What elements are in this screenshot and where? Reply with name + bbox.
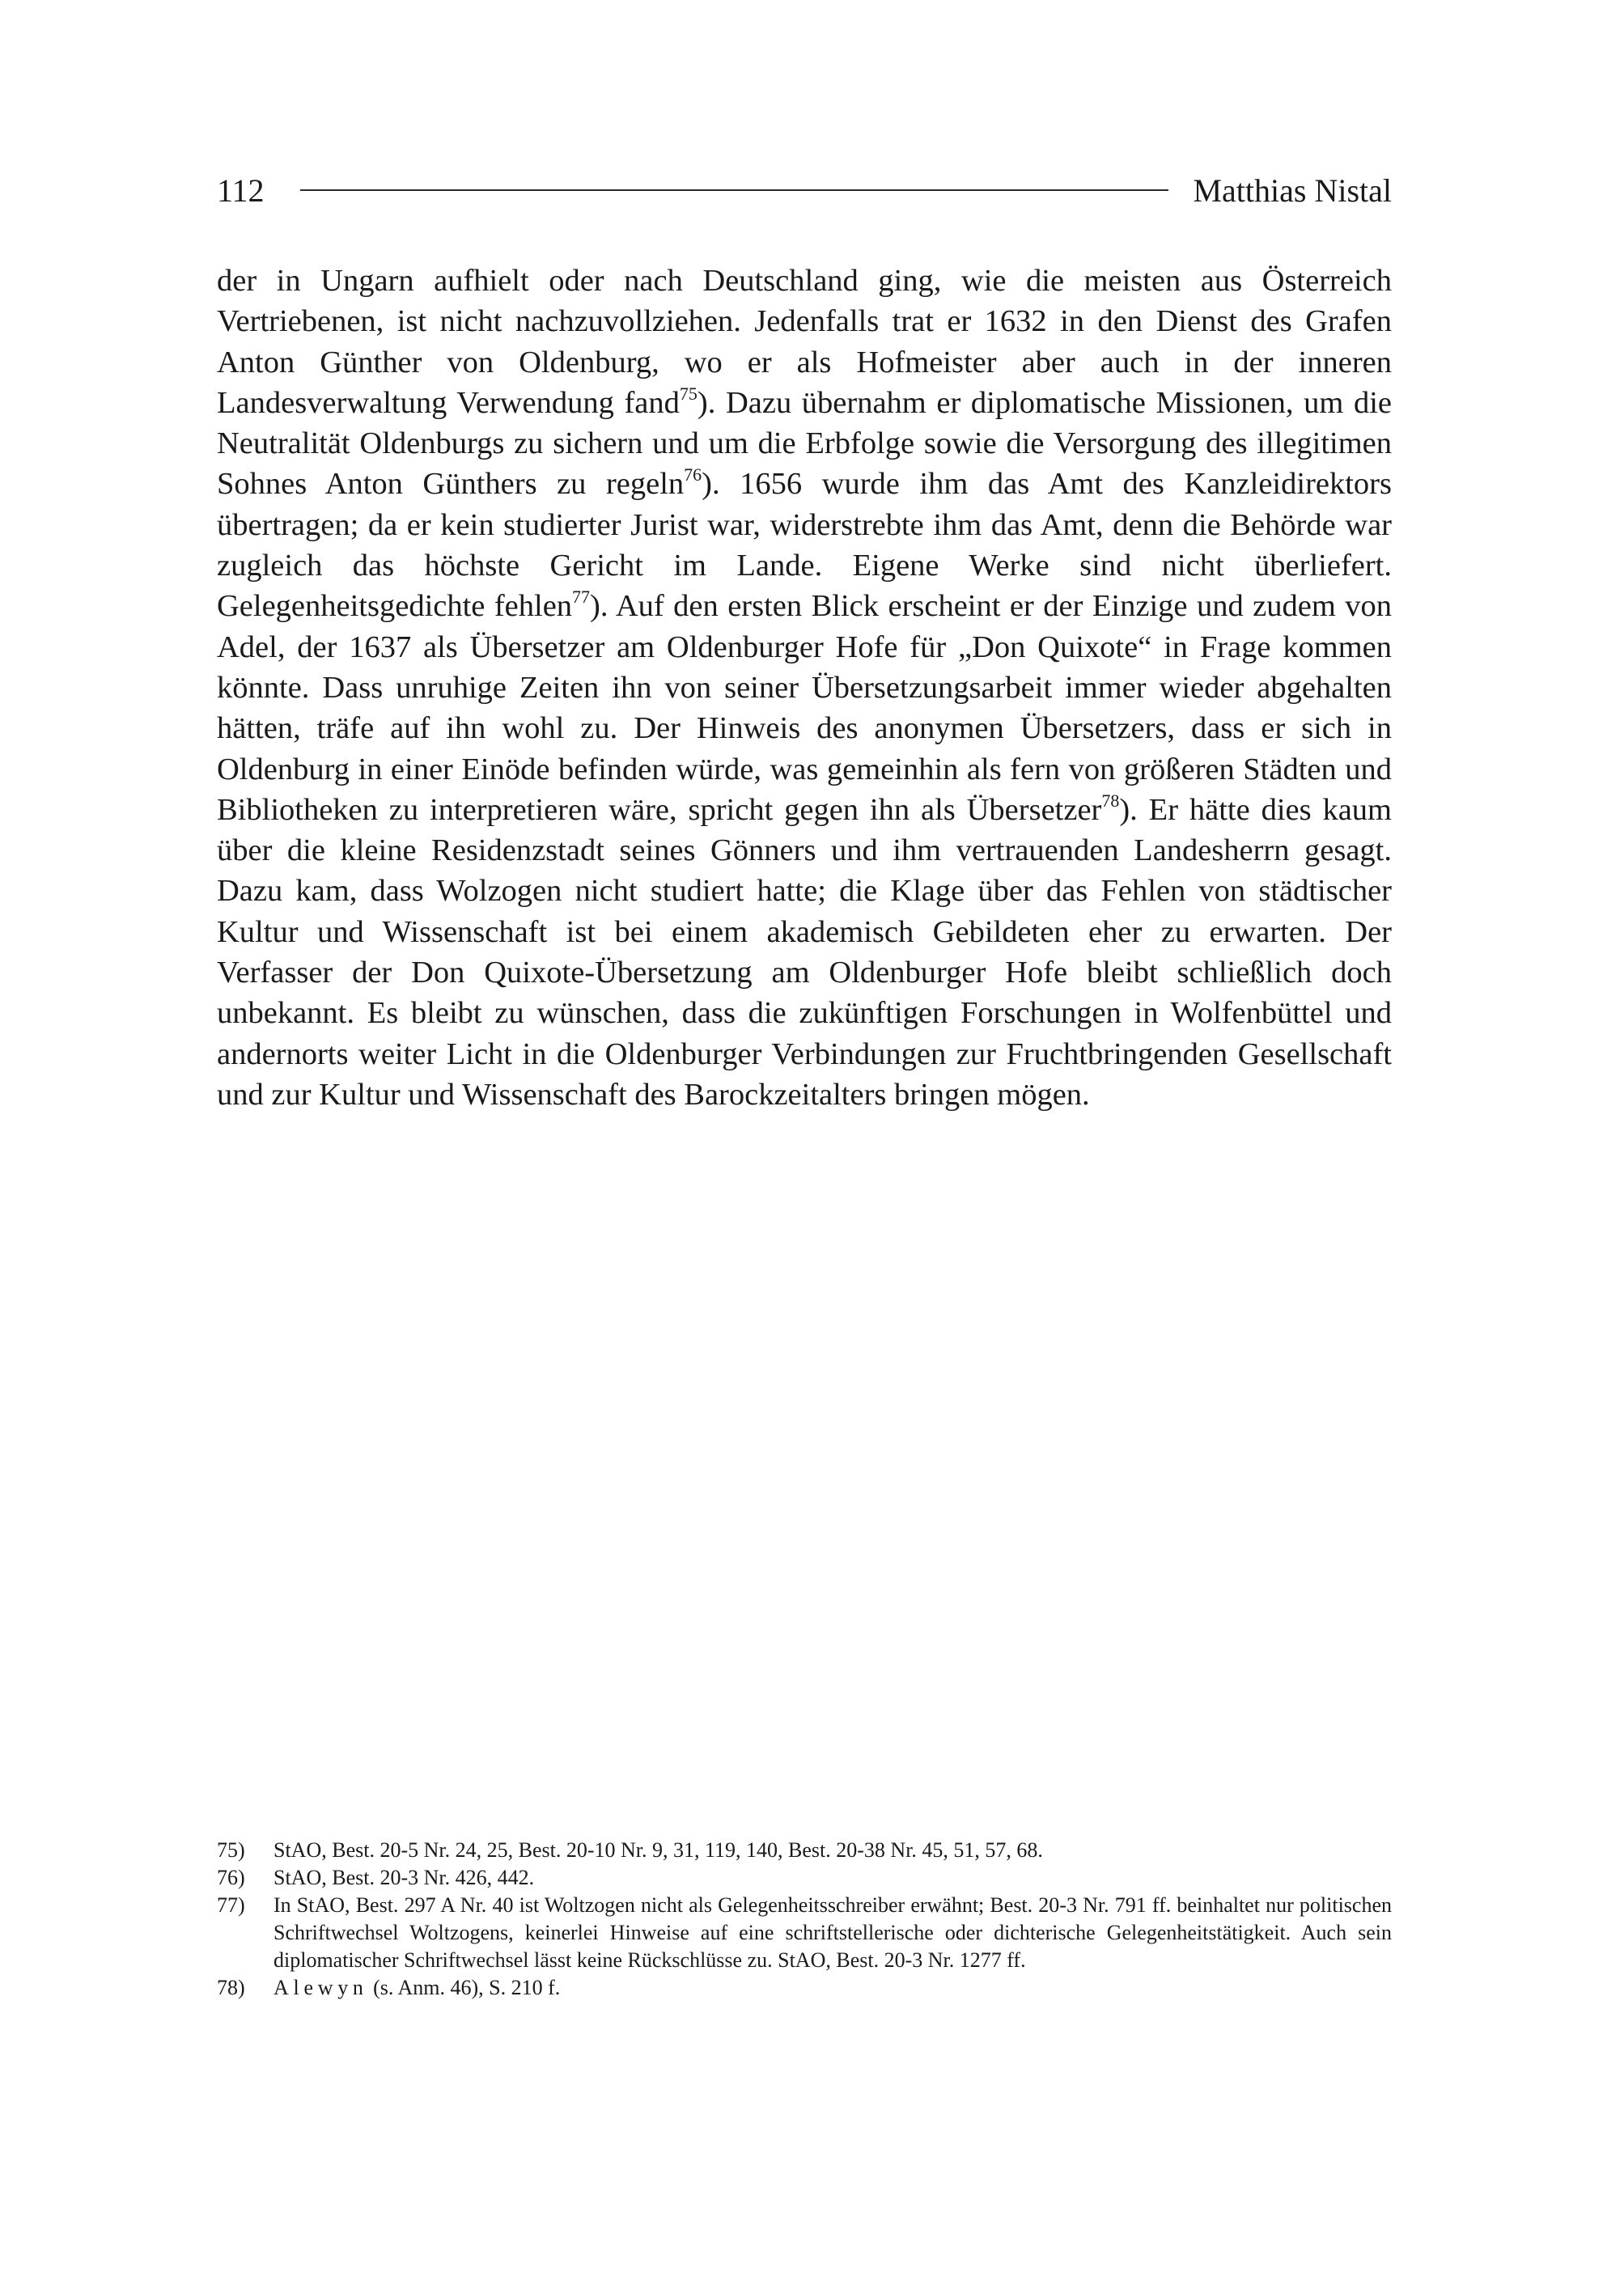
running-head xyxy=(217,166,1392,214)
body-segment: ). Er hätte dies kaum über die kleine Residenzstadt seines Gönners und ihm vertrauenden Landesherrn gesagt. Dazu kam, dass Wolzogen nicht studiert hatte; die Klage über das Fehlen von städtischer Kultur und Wissenschaft ist bei einem akademisch Gebildeten eher zu erwarten. Der Verfasser der Don Quixote-Übersetzung am Oldenburger Hofe bleibt schließlich doch unbekannt. Es bleibt zu wünschen, dass die zukünftigen Forschungen in Wolfenbüttel und andernorts weiter Licht in die Oldenburger Verbindungen zur Fruchtbringenden Gesellschaft und zur Kultur und Wissenschaft des Barockzeitalters bringen mögen. xyxy=(217,792,1392,1112)
footnote-number: 77) xyxy=(217,1893,245,1917)
body-segment: der in Ungarn aufhielt oder nach Deutschland ging, wie die meisten aus Österreich Vertriebenen, ist nicht nachzuvollziehen. Jedenfalls trat er 1632 in den Dienst des Grafen Anton Günther von Oldenburg, wo er als Hofmeister aber auch in der inneren Landesverwaltung Verwendung fand xyxy=(217,264,1392,420)
footnote-text: StAO, Best. 20-5 Nr. 24, 25, Best. 20-10 Nr. 9, 31, 119, 140, Best. 20-38 Nr. 45, 51, 57, 68. xyxy=(273,1838,1043,1862)
footnote-ref[interactable]: 78 xyxy=(1101,790,1120,811)
footnote-number: 75) xyxy=(217,1838,245,1862)
body-segment: ). 1656 wurde ihm das Amt des Kanzleidirektors übertragen; da er kein studierter Jurist war, widerstrebte ihm das Amt, denn die Behörde war zugleich das höchste Gericht im Lande. Eigene Werke sind nicht überliefert. Gelegenheitsgedichte fehlen xyxy=(217,467,1392,624)
footnote xyxy=(217,1837,1392,1864)
footnote xyxy=(217,1974,1392,2002)
body-segment: ). Dazu übernahm er diplomatische Missionen, um die Neutralität Oldenburgs zu sichern und um die Erbfolge sowie die Versorgung des illegitimen Sohnes Anton Günthers zu regeln xyxy=(217,385,1393,502)
body-paragraph xyxy=(217,261,1392,1115)
footnote-author: Alewyn xyxy=(273,1976,368,1999)
footnote-number: 76) xyxy=(217,1866,245,1889)
header-rule xyxy=(300,189,1169,191)
footnote-number: 78) xyxy=(217,1976,245,1999)
footnote xyxy=(217,1892,1392,1974)
footnote-text xyxy=(273,1974,1392,2002)
page-number: 112 xyxy=(217,172,265,209)
body-segment: ). Auf den ersten Blick erscheint er der Einzige und zudem von Adel, der 1637 als Übersetzer am Oldenburger Hofe für „Don Quixote“ in Frage kommen könnte. Dass unruhige Zeiten ihn von seiner Übersetzungsarbeit immer wieder abgehalten hätten, träfe auf ihn wohl zu. Der Hinweis des anonymen Übersetzers, dass er sich in Oldenburg in einer Einöde befinden würde, was gemeinhin als fern von größeren Städten und Bibliotheken zu interpretieren wäre, spricht gegen ihn als Übersetzer xyxy=(217,589,1392,827)
footnote-ref[interactable]: 75 xyxy=(679,383,698,404)
footnote xyxy=(217,1864,1392,1892)
footnote-ref[interactable]: 77 xyxy=(572,587,591,608)
body-text xyxy=(217,261,1392,1115)
footnote-citation: (s. Anm. 46), S. 210 f. xyxy=(367,1976,561,1999)
footnote-text: In StAO, Best. 297 A Nr. 40 ist Woltzogen nicht als Gelegenheitsschreiber erwähnt; Best. 20-3 Nr. 791 ff. beinhaltet nur politischen Schriftwechsel Woltzogens, keinerlei Hinweise auf eine schriftstellerische oder dichterische Gelegenheitstätigkeit. Auch sein diplomatischer Schriftwechsel lässt keine Rückschlüsse zu. StAO, Best. 20-3 Nr. 1277 ff. xyxy=(273,1893,1392,1972)
footnotes xyxy=(217,1837,1392,2002)
footnote-text: StAO, Best. 20-3 Nr. 426, 442. xyxy=(273,1866,535,1889)
running-head-author: Matthias Nistal xyxy=(1193,172,1392,209)
footnote-ref[interactable]: 76 xyxy=(684,464,702,485)
